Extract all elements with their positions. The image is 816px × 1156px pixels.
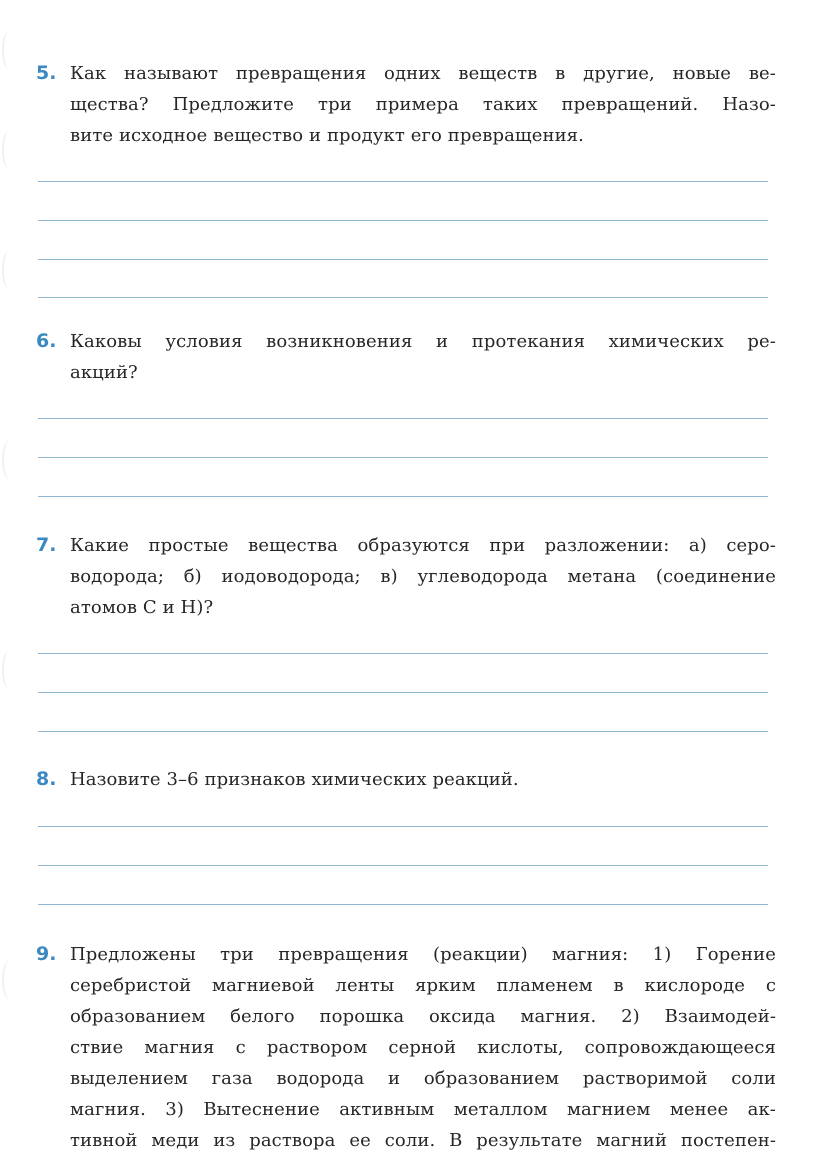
answer-line[interactable] <box>38 692 768 693</box>
question-line: Назовите 3–6 признаков химических реакций. <box>70 769 519 790</box>
question-number: 6. <box>36 330 57 352</box>
question-line: Как называют превращения одних веществ в другие, новые ве- <box>70 63 776 84</box>
question-line: Какие простые вещества образуются при разложении: а) серо- <box>70 535 776 556</box>
question-text <box>70 58 776 151</box>
question-text <box>70 326 776 388</box>
question-line: серебристой магниевой ленты ярким пламенем в кислороде с <box>70 975 776 996</box>
question-line: выделением газа водорода и образованием растворимой соли <box>70 1068 776 1089</box>
question-line: водорода; б) иодоводорода; в) углеводорода метана (соединение <box>70 566 776 587</box>
answer-line[interactable] <box>38 731 768 732</box>
answer-line[interactable] <box>38 181 768 182</box>
question-number: 8. <box>36 768 57 790</box>
question-line: магния. 3) Вытеснение активным металлом магнием менее ак- <box>70 1099 776 1120</box>
margin-mark <box>2 960 18 1000</box>
answer-line[interactable] <box>38 418 768 419</box>
margin-mark <box>2 30 18 70</box>
question-text <box>70 939 776 1156</box>
question-number: 9. <box>36 943 57 965</box>
margin-mark <box>2 130 18 170</box>
question-line: Предложены три превращения (реакции) магния: 1) Горение <box>70 944 776 965</box>
question-line: атомов С и Н)? <box>70 597 214 618</box>
margin-mark <box>2 440 18 480</box>
question-9 <box>36 939 776 1156</box>
answer-line[interactable] <box>38 220 768 221</box>
answer-line[interactable] <box>38 653 768 654</box>
question-7 <box>36 530 776 623</box>
margin-mark <box>2 250 18 290</box>
margin-mark <box>2 650 18 690</box>
answer-line[interactable] <box>38 297 768 298</box>
question-8 <box>36 764 776 795</box>
question-line: образованием белого порошка оксида магния. 2) Взаимодей- <box>70 1006 776 1027</box>
answer-line[interactable] <box>38 496 768 497</box>
question-line: щества? Предложите три примера таких превращений. Назо- <box>70 94 776 115</box>
question-number: 5. <box>36 62 57 84</box>
question-line: Каковы условия возникновения и протекания химических ре- <box>70 331 776 352</box>
answer-line[interactable] <box>38 904 768 905</box>
question-5 <box>36 58 776 151</box>
question-text <box>70 530 776 623</box>
question-line: ствие магния с раствором серной кислоты, сопровождающееся <box>70 1037 776 1058</box>
question-6 <box>36 326 776 388</box>
answer-line[interactable] <box>38 865 768 866</box>
answer-line[interactable] <box>38 826 768 827</box>
question-line: акций? <box>70 362 138 383</box>
question-text <box>70 764 776 795</box>
question-line: тивной меди из раствора ее соли. В результате магний постепен- <box>70 1130 776 1151</box>
answer-line[interactable] <box>38 457 768 458</box>
question-number: 7. <box>36 534 57 556</box>
answer-line[interactable] <box>38 259 768 260</box>
question-line: вите исходное вещество и продукт его превращения. <box>70 125 584 146</box>
